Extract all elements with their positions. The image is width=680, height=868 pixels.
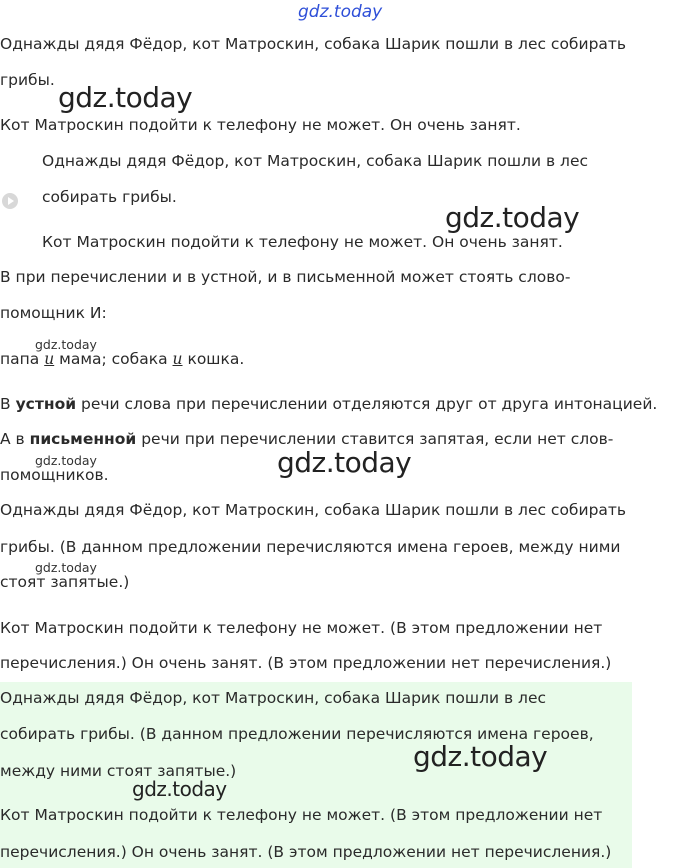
text-line: помощник И: [0, 304, 107, 322]
text-line: грибы. (В данном предложении перечисляются имена героев, между ними [0, 538, 621, 556]
example-connector: и [172, 350, 183, 368]
text-fragment: А в [0, 430, 25, 448]
text-line: В при перечислении и в устной, и в письменной может стоять слово- [0, 268, 571, 286]
rule-oral [0, 393, 657, 415]
example-word: кошка. [187, 350, 245, 368]
answer-line: между ними стоят запятые.) [0, 762, 237, 780]
quote-line: Кот Матроскин подойти к телефону не может. Он очень занят. [42, 233, 563, 251]
watermark: gdz.today [132, 777, 227, 801]
watermark-small: gdz.today [35, 337, 97, 352]
text-line: грибы. [0, 71, 55, 89]
text-fragment: речи слова при перечислении отделяются друг от друга интонацией. [81, 395, 658, 413]
example-connector: и [44, 350, 55, 368]
play-icon[interactable] [2, 193, 18, 209]
text-line: Однажды дядя Фёдор, кот Матроскин, собака Шарик пошли в лес собирать [0, 35, 627, 53]
example-word: папа [0, 350, 40, 368]
text-line: перечисления.) Он очень занят. (В этом предложении нет перечисления.) [0, 654, 612, 672]
answer-line: собирать грибы. (В данном предложении перечисляются имена героев, [0, 725, 594, 743]
watermark-small: gdz.today [35, 453, 97, 468]
watermark: gdz.today [445, 201, 580, 234]
text-line: стоят запятые.) [0, 573, 130, 591]
watermark: gdz.today [277, 446, 412, 479]
text-line: Кот Матроскин подойти к телефону не может. Он очень занят. [0, 116, 521, 134]
example-word: мама; собака [59, 350, 168, 368]
text-line: Кот Матроскин подойти к телефону не может. (В этом предложении нет [0, 619, 603, 637]
watermark-small: gdz.today [35, 560, 97, 575]
answer-line: Кот Матроскин подойти к телефону не может. (В этом предложении нет [0, 806, 603, 824]
watermark: gdz.today [58, 81, 193, 114]
text-fragment: речи при перечислении ставится запятая, если нет слов- [141, 430, 614, 448]
quote-line: собирать грибы. [42, 188, 177, 206]
text-line: Однажды дядя Фёдор, кот Матроскин, собака Шарик пошли в лес собирать [0, 501, 627, 519]
answer-line: Однажды дядя Фёдор, кот Матроскин, собака Шарик пошли в лес [0, 689, 547, 707]
text-fragment: В [0, 395, 11, 413]
text-line: помощников. [0, 466, 109, 484]
watermark: gdz.today [413, 740, 548, 773]
example-line [0, 348, 244, 370]
answer-line: перечисления.) Он очень занят. (В этом предложении нет перечисления.) [0, 843, 612, 861]
bold-term: письменной [29, 430, 137, 448]
watermark-top: gdz.today [298, 2, 383, 22]
bold-term: устной [15, 395, 77, 413]
quote-line: Однажды дядя Фёдор, кот Матроскин, собака Шарик пошли в лес [42, 152, 589, 170]
